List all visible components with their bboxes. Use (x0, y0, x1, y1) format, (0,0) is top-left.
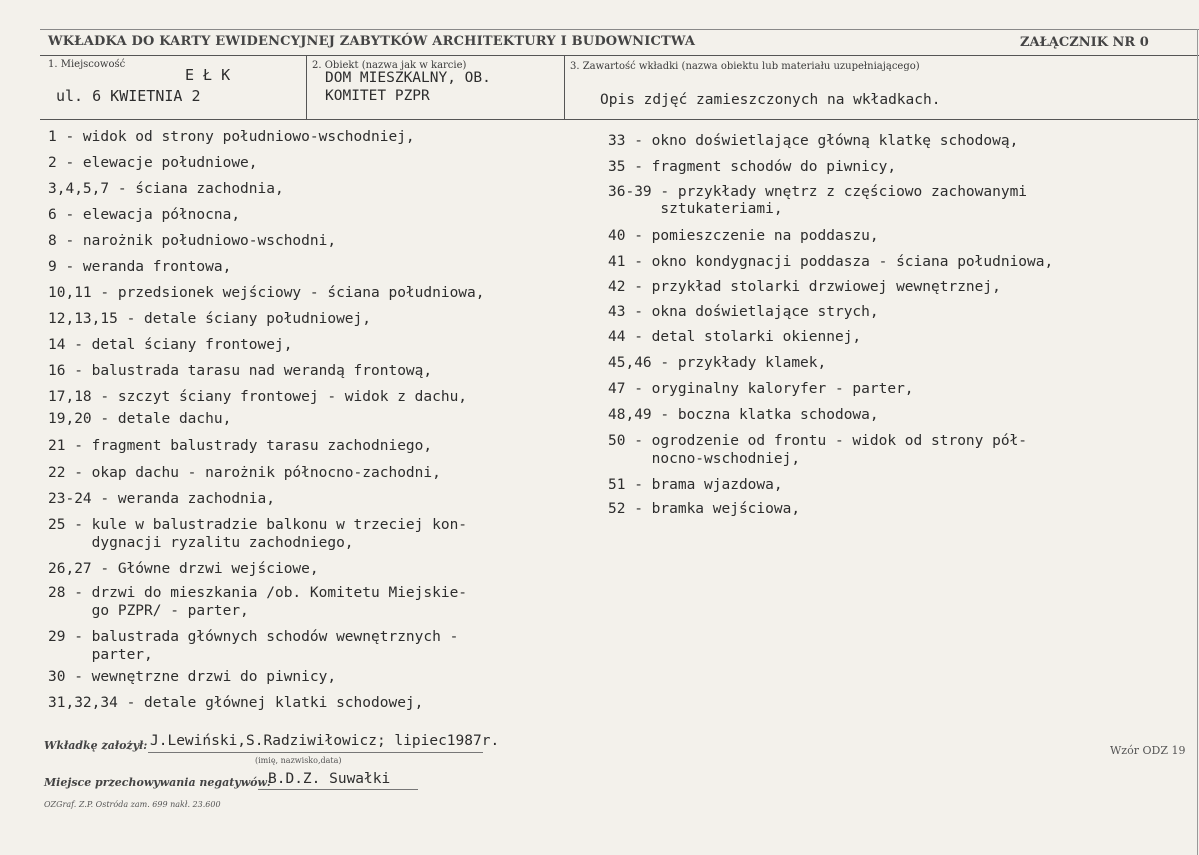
list-item: 48,49 - boczna klatka schodowa, (608, 407, 879, 423)
list-item: 26,27 - Główne drzwi wejściowe, (48, 561, 319, 577)
list-item: 19,20 - detale dachu, (48, 411, 232, 427)
storage-underline (258, 789, 418, 790)
list-item: parter, (48, 647, 153, 663)
list-item: 30 - wewnętrzne drzwi do piwnicy, (48, 669, 337, 685)
object-name-line-1: DOM MIESZKALNY, OB. (325, 70, 491, 86)
list-item: 40 - pomieszczenie na poddaszu, (608, 228, 879, 244)
list-item: 12,13,15 - detale ściany południowej, (48, 311, 372, 327)
top-border (40, 29, 1199, 30)
field-separator-2 (564, 55, 565, 119)
author-hint: (imię, nazwisko,data) (255, 756, 342, 765)
list-item: 36-39 - przykłady wnętrz z częściowo zachowanymi (608, 184, 1028, 200)
list-item: 9 - weranda frontowa, (48, 259, 232, 275)
list-item: 44 - detal stolarki okiennej, (608, 329, 862, 345)
author-value: J.Lewiński,S.Radziwiłowicz; lipiec1987r. (150, 733, 500, 749)
right-edge (1197, 29, 1198, 855)
attachment-number: ZAŁĄCZNIK NR 0 (1020, 35, 1149, 50)
form-title: WKŁADKA DO KARTY EWIDENCYJNEJ ZABYTKÓW ARCHITEKTURY I BUDOWNICTWA (48, 34, 696, 49)
field-1-label: 1. Miejscowość (48, 59, 126, 70)
list-item: 35 - fragment schodów do piwnicy, (608, 159, 897, 175)
list-item: 22 - okap dachu - narożnik północno-zachodni, (48, 465, 441, 481)
list-item: 45,46 - przykłady klamek, (608, 355, 827, 371)
list-item: 2 - elewacje południowe, (48, 155, 258, 171)
author-label: Wkładkę założył: (44, 739, 148, 752)
author-underline (148, 752, 483, 753)
list-item: 3,4,5,7 - ściana zachodnia, (48, 181, 284, 197)
list-item: 29 - balustrada głównych schodów wewnętrznych - (48, 629, 459, 645)
list-item: 16 - balustrada tarasu nad werandą frontową, (48, 363, 433, 379)
list-item: 47 - oryginalny kaloryfer - parter, (608, 381, 914, 397)
list-item: 17,18 - szczyt ściany frontowej - widok z dachu, (48, 389, 468, 405)
list-item: 25 - kule w balustradzie balkonu w trzeciej kon- (48, 517, 468, 533)
list-item: go PZPR/ - parter, (48, 603, 249, 619)
list-item: 42 - przykład stolarki drzwiowej wewnętrznej, (608, 279, 1001, 295)
list-item: 50 - ogrodzenie od frontu - widok od strony pół- (608, 433, 1028, 449)
list-item: nocno-wschodniej, (608, 451, 801, 467)
insert-content-value: Opis zdjęć zamieszczonych na wkładkach. (600, 92, 941, 108)
list-item: 21 - fragment balustrady tarasu zachodniego, (48, 438, 433, 454)
list-item: 23-24 - weranda zachodnia, (48, 491, 275, 507)
list-item: 14 - detal ściany frontowej, (48, 337, 293, 353)
list-item: 10,11 - przedsionek wejściowy - ściana południowa, (48, 285, 485, 301)
storage-label: Miejsce przechowywania negatywów: (44, 776, 272, 789)
field-3-label: 3. Zawartość wkładki (nazwa obiektu lub materiału uzupełniającego) (570, 61, 920, 72)
list-item: 1 - widok od strony południowo-wschodniej, (48, 129, 415, 145)
list-item: sztukateriami, (608, 201, 783, 217)
list-item: 6 - elewacja północna, (48, 207, 241, 223)
fields-divider (40, 119, 1199, 120)
form-code: Wzór ODZ 19 (1110, 744, 1186, 757)
list-item: 31,32,34 - detale głównej klatki schodowej, (48, 695, 424, 711)
list-item: 52 - bramka wejściowa, (608, 501, 801, 517)
field-separator-1 (306, 55, 307, 119)
object-name-line-2: KOMITET PZPR (325, 88, 430, 104)
list-item: 43 - okna doświetlające strych, (608, 304, 879, 320)
city-value: E Ł K (185, 66, 231, 84)
list-item: 33 - okno doświetlające główną klatkę schodową, (608, 133, 1019, 149)
list-item: 41 - okno kondygnacji poddasza - ściana południowa, (608, 254, 1054, 270)
storage-value: B.D.Z. Suwałki (268, 771, 391, 787)
printer-info: OZGraf. Z.P. Ostróda zam. 699 nakł. 23.600 (44, 800, 221, 809)
list-item: 28 - drzwi do mieszkania /ob. Komitetu Miejskie- (48, 585, 468, 601)
list-item: 8 - narożnik południowo-wschodni, (48, 233, 337, 249)
list-item: dygnacji ryzalitu zachodniego, (48, 535, 354, 551)
header-divider (40, 55, 1199, 56)
list-item: 51 - brama wjazdowa, (608, 477, 783, 493)
street-value: ul. 6 KWIETNIA 2 (56, 87, 201, 105)
field-2-label: 2. Obiekt (nazwa jak w karcie) (312, 60, 467, 71)
